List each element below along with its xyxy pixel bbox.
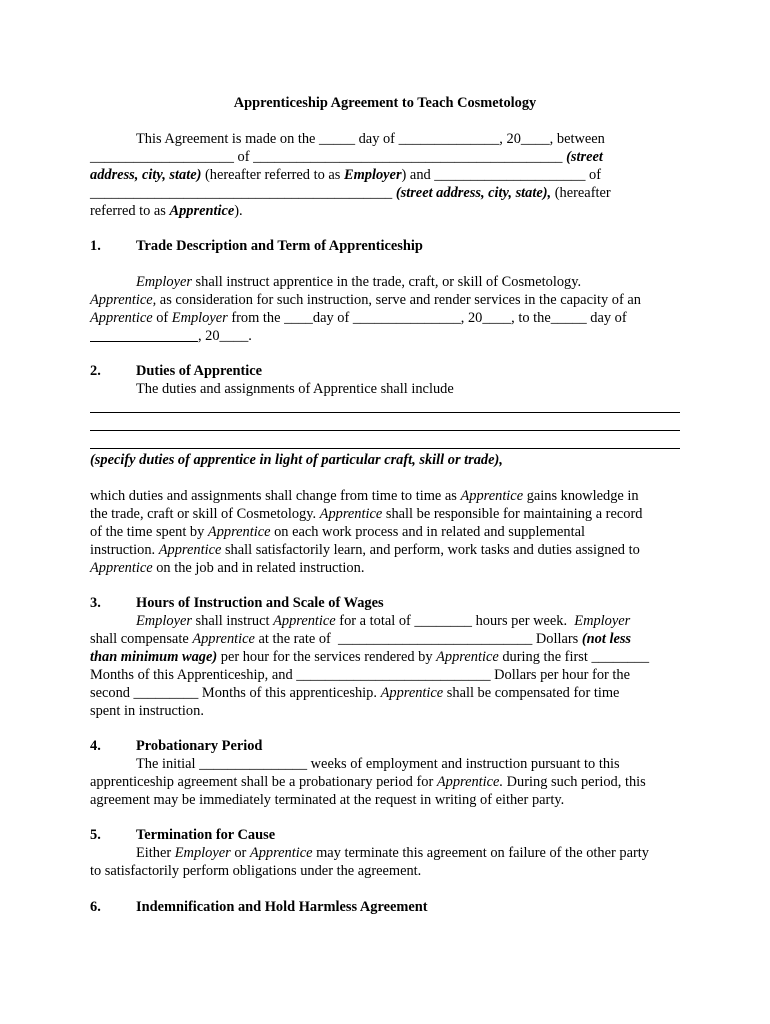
section-number: 2. (90, 363, 101, 379)
body-text: , 20____. (197, 328, 252, 344)
section-2-para-line-2 (90, 505, 642, 523)
party-name: Apprentice (380, 685, 444, 701)
emphasis-text: than minimum wage) (90, 649, 218, 665)
body-text: second _________ Months of this apprenticeship. (90, 685, 381, 701)
body-text: shall be responsible for maintaining a record (382, 506, 643, 522)
intro-text: referred to as (90, 203, 170, 219)
intro-line-2 (90, 148, 603, 166)
body-text: of the time spent by (90, 524, 208, 540)
intro-text: ) and _____________________ of (401, 167, 601, 183)
body-text: for a total of ________ hours per week. (335, 613, 575, 629)
section-1-line-3 (90, 309, 627, 327)
body-text: shall instruct (191, 613, 274, 629)
blank-field (90, 328, 198, 344)
body-text: during the first ________ (498, 649, 650, 665)
duties-blank-line (90, 448, 680, 449)
section-3-line-5 (90, 684, 619, 702)
section-heading: Trade Description and Term of Apprenticeship (136, 238, 423, 254)
body-text: per hour for the services rendered by (217, 649, 437, 665)
party-name: Apprentice (90, 560, 153, 576)
section-heading: Hours of Instruction and Scale of Wages (136, 595, 384, 611)
intro-text: __________________________________________ (90, 185, 396, 201)
duties-instruction-note: (specify duties of apprentice in light of particular craft, skill or trade), (90, 452, 503, 468)
party-name: Apprentice (273, 613, 336, 629)
section-heading: Probationary Period (136, 738, 263, 754)
section-4-line-2 (90, 773, 646, 791)
body-text: the trade, craft or skill of Cosmetology. (90, 506, 320, 522)
section-2-para-line-4 (90, 541, 640, 559)
section-3-line-1 (136, 612, 630, 630)
section-2-line-1: The duties and assignments of Apprentice shall include (136, 381, 454, 397)
section-1-line-4 (90, 327, 252, 345)
duties-blank-line (90, 412, 680, 413)
body-text: or (230, 845, 250, 861)
intro-text: ). (234, 203, 243, 219)
section-number: 4. (90, 738, 101, 754)
body-text: from the ____day of _______________, 20____, to the_____ day of (227, 310, 627, 326)
party-name: Apprentice, (90, 292, 157, 308)
section-1-line-2 (90, 291, 641, 309)
party-name: Apprentice (207, 524, 271, 540)
body-text: on each work process and in related and supplemental (270, 524, 586, 540)
section-1-line-1 (136, 273, 581, 291)
party-name: Employer (171, 310, 228, 326)
party-name: Apprentice (192, 631, 255, 647)
intro-line-1: This Agreement is made on the _____ day of ______________, 20____, between (136, 131, 605, 147)
section-heading: Termination for Cause (136, 827, 276, 843)
section-3-line-6: spent in instruction. (90, 703, 204, 719)
intro-emphasis: (street (566, 149, 603, 165)
section-5-line-2: to satisfactorily perform obligations under the agreement. (90, 863, 422, 879)
intro-line-5 (90, 202, 243, 220)
body-text: may terminate this agreement on failure of the other party (312, 845, 649, 861)
intro-text: ____________________ of ___________________________________________ (90, 149, 567, 165)
duties-blank-line (90, 430, 680, 431)
intro-emphasis: (street address, city, state), (395, 185, 552, 201)
intro-line-4 (90, 184, 611, 202)
body-text: shall be compensated for time (443, 685, 620, 701)
section-number: 1. (90, 238, 101, 254)
body-text: gains knowledge in (523, 488, 639, 504)
intro-text: (hereafter referred to as (201, 167, 344, 183)
intro-emphasis: Employer (343, 167, 402, 183)
party-name: Apprentice (158, 542, 222, 558)
intro-line-3 (90, 166, 601, 184)
body-text: on the job and in related instruction. (152, 560, 365, 576)
body-text: at the rate of ___________________________ Dollars (254, 631, 582, 647)
body-text: shall satisfactorily learn, and perform, work tasks and duties assigned to (221, 542, 640, 558)
party-name: Apprentice (249, 845, 313, 861)
section-heading: Indemnification and Hold Harmless Agreement (136, 899, 428, 915)
section-2-para-line-5 (90, 559, 364, 577)
section-heading: Duties of Apprentice (136, 363, 263, 379)
section-2-para-line-1 (90, 487, 639, 505)
section-4-line-3: agreement may be immediately terminated at the request in writing of either party. (90, 792, 565, 808)
party-name: Employer (174, 845, 231, 861)
body-text: shall compensate (90, 631, 193, 647)
section-3-line-4: Months of this Apprenticeship, and ___________________________ Dollars per hour for the (90, 667, 630, 683)
intro-text: (hereafter (551, 185, 611, 201)
section-number: 6. (90, 899, 101, 915)
intro-emphasis: Apprentice (169, 203, 235, 219)
section-5-line-1 (136, 844, 649, 862)
party-name: Employer (574, 613, 631, 629)
document-title: Apprenticeship Agreement to Teach Cosmetology (233, 95, 537, 111)
emphasis-text: (not less (581, 631, 632, 647)
intro-emphasis: address, city, state) (90, 167, 202, 183)
section-number: 5. (90, 827, 101, 843)
section-4-line-1: The initial _______________ weeks of employment and instruction pursuant to this (136, 756, 620, 772)
party-name: Apprentice (319, 506, 383, 522)
body-text: of (152, 310, 172, 326)
body-text: Either (136, 845, 175, 861)
party-name: Apprentice (436, 649, 499, 665)
body-text: apprenticeship agreement shall be a probationary period for (90, 774, 437, 790)
section-3-line-2 (90, 630, 631, 648)
body-text: instruction. (90, 542, 159, 558)
body-text: as consideration for such instruction, serve and render services in the capacity of an (156, 292, 641, 308)
body-text: During such period, this (503, 774, 646, 790)
party-name: Employer (136, 274, 192, 290)
party-name: Apprentice. (436, 774, 504, 790)
section-2-para-line-3 (90, 523, 585, 541)
party-name: Apprentice (90, 310, 153, 326)
party-name: Employer (136, 613, 192, 629)
section-number: 3. (90, 595, 101, 611)
body-text: which duties and assignments shall change from time to time as (90, 488, 461, 504)
party-name: Apprentice (460, 488, 524, 504)
section-3-line-3 (90, 648, 649, 666)
body-text: shall instruct apprentice in the trade, craft, or skill of Cosmetology. (191, 274, 582, 290)
